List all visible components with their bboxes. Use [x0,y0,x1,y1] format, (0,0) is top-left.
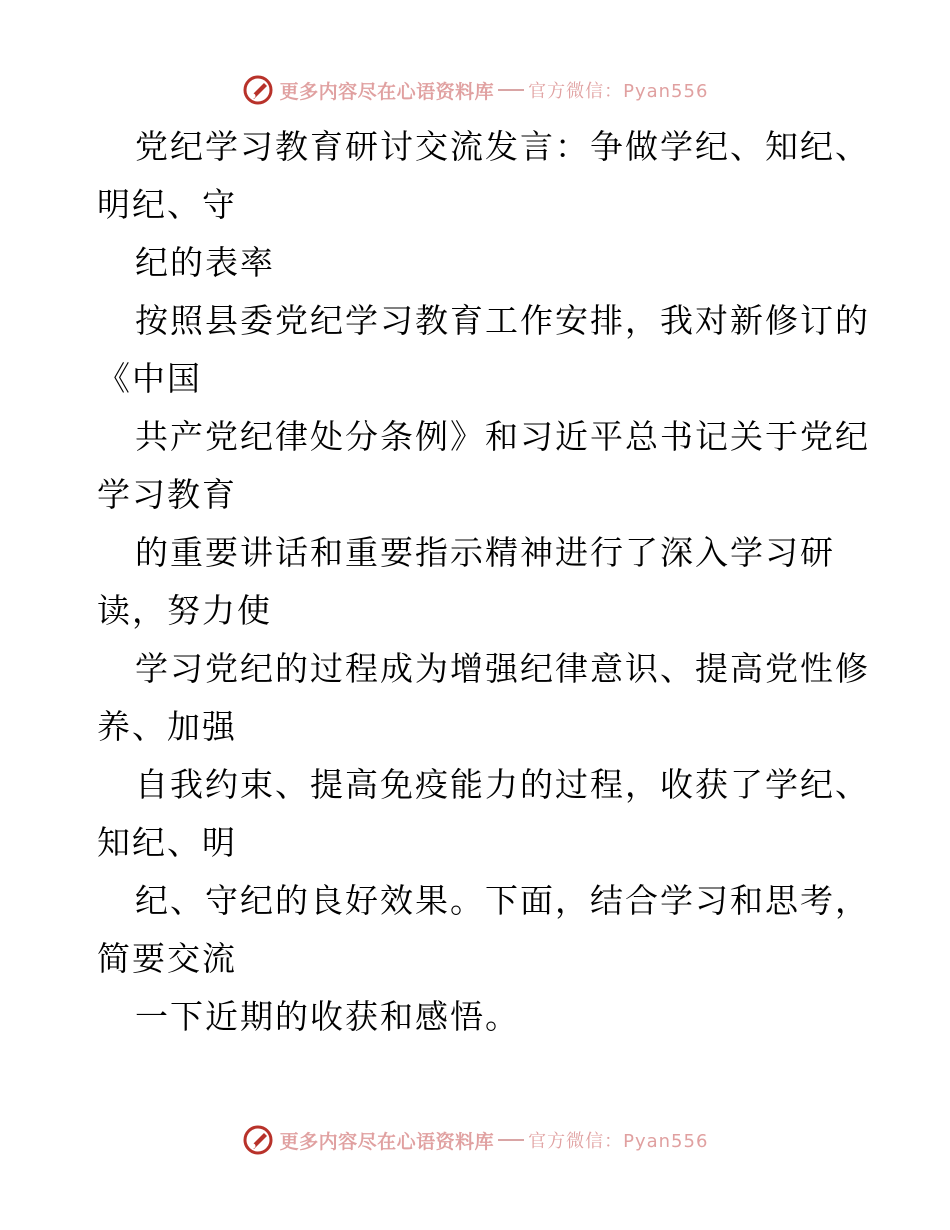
watermark-main-text: 更多内容尽在心语资料库 [279,80,495,103]
text-line: 自我约束、提高免疫能力的过程，收获了学纪、 [135,765,870,804]
watermark-dash [498,89,524,91]
text-line: 知纪、明 [97,823,237,862]
footer-watermark [0,1120,950,1160]
text-line: 共产党纪律处分条例》和习近平总书记关于党纪 [135,417,870,456]
text-line: 纪、守纪的良好效果。下面，结合学习和思考， [135,881,870,920]
watermark-wechat-text: 官方微信：Pyan556 [528,1131,709,1152]
watermark-dash [498,1139,524,1141]
text-line: 一下近期的收获和感悟。 [135,997,520,1036]
header-watermark [0,70,950,110]
watermark-wechat-text: 官方微信：Pyan556 [528,81,709,102]
text-line: 学习教育 [97,475,237,514]
text-line: 纪的表率 [135,243,275,282]
brand-logo-icon [242,1124,274,1156]
text-line: 按照县委党纪学习教育工作安排，我对新修订的 [135,301,870,340]
text-line: 简要交流 [97,939,237,978]
text-line: 读，努力使 [97,591,272,630]
document-body [97,118,877,1046]
text-line: 《中国 [97,359,202,398]
text-line: 的重要讲话和重要指示精神进行了深入学习研 [135,533,835,572]
text-line: 党纪学习教育研讨交流发言：争做学纪、知纪、 [135,127,870,166]
watermark-main-text: 更多内容尽在心语资料库 [279,1130,495,1153]
brand-logo-icon [242,74,274,106]
text-line: 养、加强 [97,707,237,746]
text-line: 明纪、守 [97,185,237,224]
text-line: 学习党纪的过程成为增强纪律意识、提高党性修 [135,649,870,688]
